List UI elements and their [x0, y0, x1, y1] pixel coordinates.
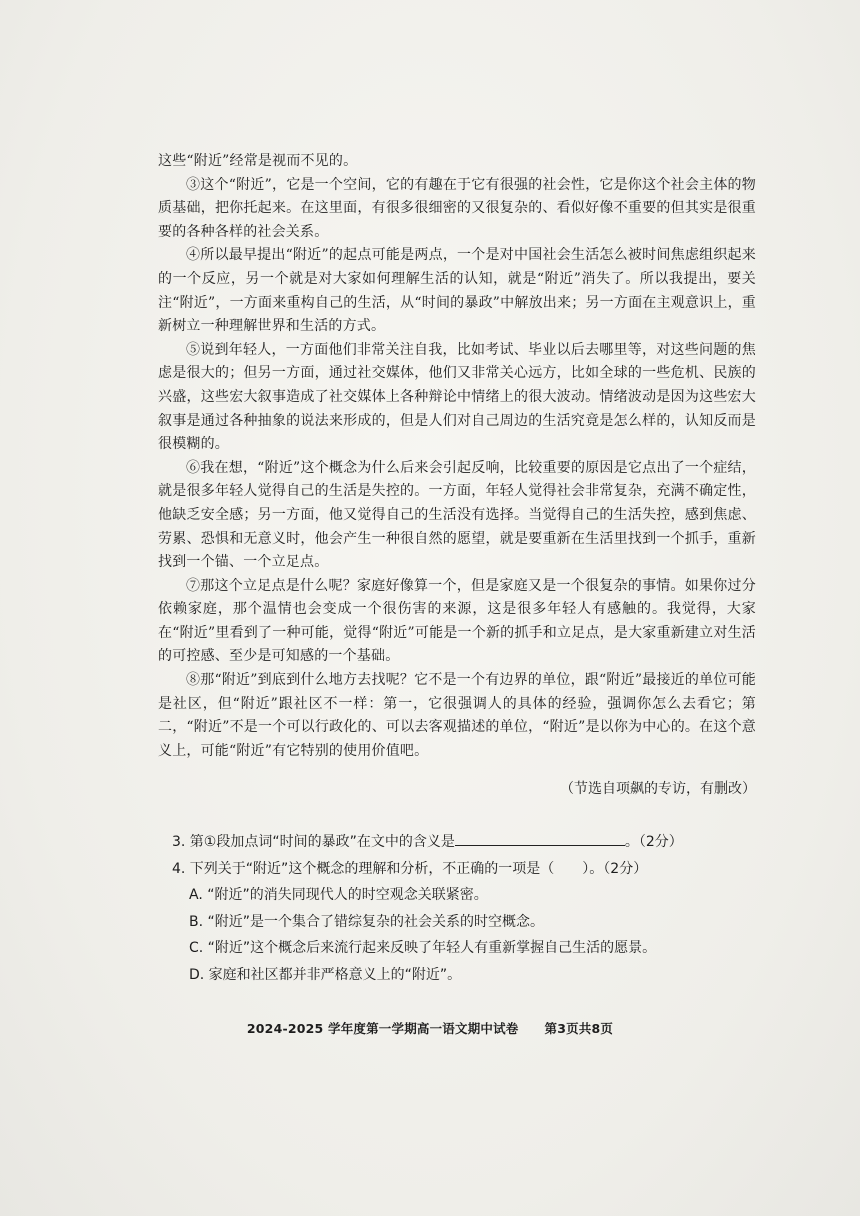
question-section [172, 829, 772, 988]
reading-passage [158, 150, 756, 763]
question-3 [172, 829, 772, 856]
option-a: A. “附近”的消失同现代人的时空观念关联紧密。 [189, 887, 488, 903]
option-b: B. “附近”是一个集合了错综复杂的社会关系的时空概念。 [189, 913, 545, 930]
question-3-score: 。（2分） [624, 834, 683, 850]
question-4: 4. 下列关于“附近”这个概念的理解和分析，不正确的一项是（ ）。（2分） [172, 860, 648, 877]
passage-paragraph-2-tail: 这些“附近”经常是视而不见的。 [158, 153, 358, 169]
option-c: C. “附近”这个概念后来流行起来反映了年轻人有重新掌握自己生活的愿景。 [189, 940, 657, 956]
option-d: D. 家庭和社区都并非严格意义上的“附近”。 [189, 966, 462, 983]
passage-paragraph-7: ⑦那这个立足点是什么呢？家庭好像算一个，但是家庭又是一个很复杂的事情。如果你过分依赖家庭，那个温情也会变成一个很伤害的来源，这是很多年轻人有感触的。我觉得，大家在“附近”里看到了一种可能，觉得“附近”可能是一个新的抓手和立足点，是大家重新建立对生活的可控感、至少是可知感的一个基础。 [158, 577, 756, 665]
passage-source-note: （节选自项飙的专访，有删改） [560, 781, 756, 797]
passage-paragraph-5: ⑤说到年轻人，一方面他们非常关注自我，比如考试、毕业以后去哪里等，对这些问题的焦虑是很大的；但另一方面，通过社交媒体，他们又非常关心远方，比如全球的一些危机、民族的兴盛，这些宏大叙事造成了社交媒体上各种辩论中情绪上的很大波动。情绪波动是因为这些宏大叙事是通过各种抽象的说法来形成的，但是人们对自己周边的生活究竟是怎么样的，认知反而是很模糊的。 [158, 341, 756, 453]
passage-paragraph-8: ⑧那“附近”到底到什么地方去找呢？它不是一个有边界的单位，跟“附近”最接近的单位可能是社区，但“附近”跟社区不一样：第一，它很强调人的具体的经验，强调你怎么去看它；第二，“附近”不是一个可以行政化的、可以去客观描述的单位，“附近”是以你为中心的。在这个意义上，可能“附近”有它特别的使用价值吧。 [158, 672, 756, 759]
exam-title: 2024-2025 学年度第一学期高一语文期中试卷 [246, 1021, 519, 1036]
passage-paragraph-3: ③这个“附近”，它是一个空间，它的有趣在于它有很强的社会性，它是你这个社会主体的物质基础，把你托起来。在这里面，有很多很细密的又很复杂的、看似好像不重要的但其实是很重要的各种各样的社会关系。 [158, 176, 756, 240]
passage-paragraph-4: ④所以最早提出“附近”的起点可能是两点，一个是对中国社会生活怎么被时间焦虑组织起来的一个反应，另一个就是对大家如何理解生活的认知，就是“附近”消失了。所以我提出，要关注“附近”，一方面来重构自己的生活，从“时间的暴政”中解放出来；另一方面在主观意识上，重新树立一种理解世界和生活的方式。 [158, 247, 756, 335]
question-3-text: 3. 第①段加点词“时间的暴政”在文中的含义是 [172, 834, 455, 850]
page-number: 第3页共8页 [544, 1021, 614, 1036]
answer-blank[interactable] [455, 831, 625, 846]
page-footer [0, 1019, 860, 1037]
passage-paragraph-6: ⑥我在想，“附近”这个概念为什么后来会引起反响，比较重要的原因是它点出了一个症结，就是很多年轻人觉得自己的生活是失控的。一方面，年轻人觉得社会非常复杂，充满不确定性，他缺乏安全感；另一方面，他又觉得自己的生活没有选择。当觉得自己的生活失控，感到焦虑、劳累、恐惧和无意义时，他会产生一种很自然的愿望，就是要重新在生活里找到一个抓手，重新找到一个锚、一个立足点。 [158, 459, 756, 571]
